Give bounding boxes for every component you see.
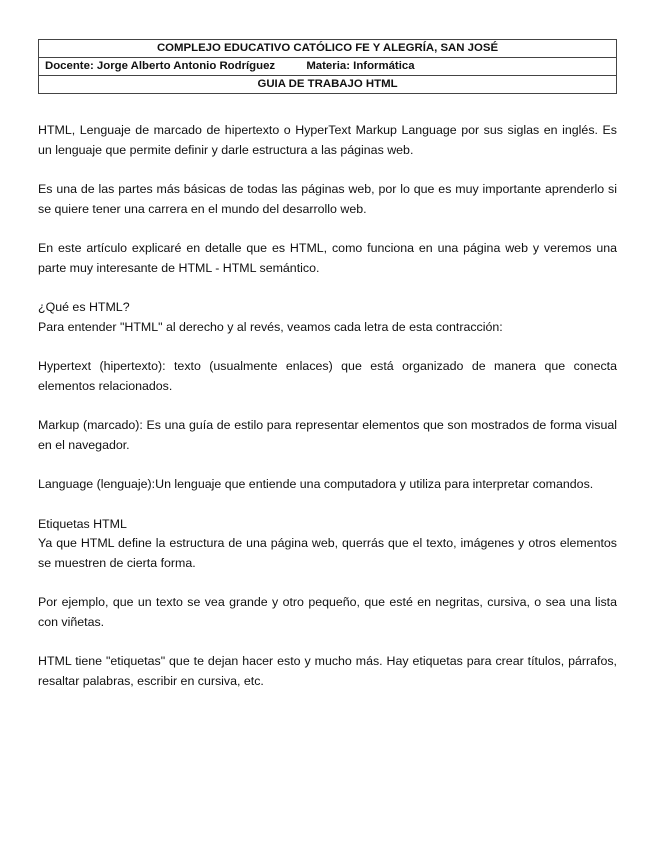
paragraph-intro: HTML, Lenguaje de marcado de hipertexto o HyperText Markup Language por sus siglas en inglés. Es un lenguaje que permite definir y darle estructura a las páginas web. (38, 123, 617, 157)
document-page (38, 39, 617, 711)
subject-name: Materia: Informática (306, 60, 415, 72)
section-heading-what-is-html: ¿Qué es HTML? (38, 300, 130, 314)
section-text-html-tags: Ya que HTML define la estructura de una página web, querrás que el texto, imágenes y otros elementos se muestren de cierta forma. (38, 536, 617, 570)
teacher-name: Docente: Jorge Alberto Antonio Rodríguez (45, 60, 276, 72)
paragraph-hypertext: Hypertext (hipertexto): texto (usualmente enlaces) que está organizado de manera que conecta elementos relacionados. (38, 359, 617, 393)
section-html-tags (38, 515, 617, 574)
section-heading-html-tags: Etiquetas HTML (38, 516, 127, 531)
institution-name: COMPLEJO EDUCATIVO CATÓLICO FE Y ALEGRÍA, SAN JOSÉ (39, 40, 617, 58)
paragraph-example: Por ejemplo, que un texto se vea grande y otro pequeño, que esté en negritas, cursiva, o sea una lista con viñetas. (38, 595, 617, 629)
paragraph-basics: Es una de las partes más básicas de todas las páginas web, por lo que es muy importante aprenderlo si se quiere tener una carrera en el mundo del desarrollo web. (38, 182, 617, 216)
section-what-is-html (38, 298, 617, 337)
paragraph-language: Language (lenguaje):Un lenguaje que entiende una computadora y utiliza para interpretar comandos. (38, 477, 594, 491)
paragraph-tags: HTML tiene "etiquetas" que te dejan hacer esto y mucho más. Hay etiquetas para crear títulos, párrafos, resaltar palabras, escribir en cursiva, etc. (38, 654, 617, 688)
guide-title: GUIA DE TRABAJO HTML (39, 76, 617, 94)
paragraph-markup: Markup (marcado): Es una guía de estilo para representar elementos que son mostrados de forma visual en el navegador. (38, 418, 617, 452)
section-text-what-is-html: Para entender "HTML" al derecho y al revés, veamos cada letra de esta contracción: (38, 319, 503, 334)
header-table (38, 39, 617, 94)
document-body (38, 121, 617, 691)
teacher-subject-row (39, 58, 617, 76)
paragraph-article: En este artículo explicaré en detalle que es HTML, como funciona en una página web y veremos una parte muy interesante de HTML - HTML semántico. (38, 241, 617, 275)
